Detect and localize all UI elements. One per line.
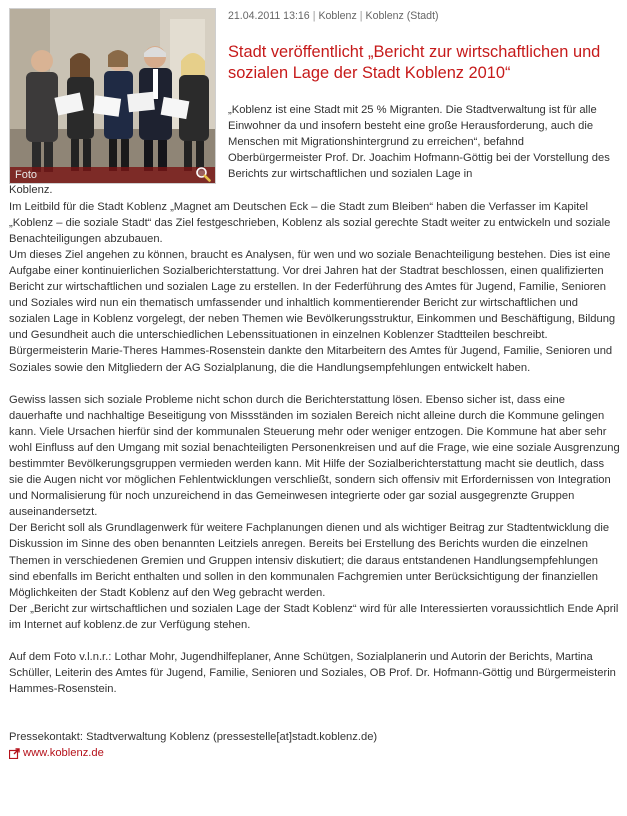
paragraph-spacer [9,633,620,649]
article-body [9,102,620,764]
category-label: Koblenz [318,10,357,22]
photo-caption: Foto [15,169,38,181]
meta-separator: | [312,10,316,22]
koblenz-website-link[interactable] [9,745,104,761]
paragraph-spacer [9,697,620,713]
paragraph: Im Leitbild für die Stadt Koblenz „Magnet am Deutschen Eck – die Stadt zum Bleiben“ haben die Verfasser im Kapitel „Koblenz – die soziale Stadt“ das Ziel festgeschrieben, Koblenz als sozial gerechte Stadt weiter zu entwickeln und soziale Benachteiligungen abzubauen. [9,200,611,245]
paragraph-spacer [9,713,620,729]
lead-paragraph: „Koblenz ist eine Stadt mit 25 % Migranten. Die Stadtverwaltung ist für alle Einwohner da und insofern besteht eine große Herausforderung, auch die Menschen mit Migrationshintergrund zu erreichen“, befahnd Oberbürgermeister Prof. Dr. Joachim Hofmann-Göttig bei der Vorstellung des Berichts zur wirtschaftlichen und sozialen Lage in [228,104,610,181]
paragraph: Um dieses Ziel angehen zu können, braucht es Analysen, für wen und wo soziale Benachteiligung bestehen. Dies ist eine Aufgabe einer kontinuierlichen Sozialberichterstattung. Vor drei Jahren hat der Stadtrat beschlossen, einen qualifizierten Bericht zur wirtschaftlichen und sozialen Lage zu erstellen. In der Federführung des Amtes für Jugend, Familie, Senioren und Soziales wird nun ein thematisch umfassender und inhaltlich kommentierender Bericht zur wirtschaftlichen und sozialen Lage in Koblenz vorgelegt, der neben Themen wie Bevölkerungsstruktur, Einkommen und Beschäftigung, Bildung und Gesundheit auch die unterschiedlichen Lebenssituationen in einzelnen Koblenzer Stadtteilen beschreibt. Bürgermeisterin Marie-Theres Hammes-Rosenstein dankte den Mitarbeitern des Amtes für Jugend, Familie, Senioren und Soziales sowie den Mitgliedern der AG Sozialplanung, die die Handlungsempfehlungen entwickelt haben. [9,248,616,374]
external-link-icon [9,748,20,759]
meta-separator: | [359,10,363,22]
paragraph: Koblenz. [9,184,53,197]
paragraph: Der Bericht soll als Grundlagenwerk für weitere Fachplanungen dienen und als wichtiger Beitrag zur Stadtentwicklung die Diskussion im Sinne des oben benannten Leitziels anregen. Bereits bei Erstellung des Berichts wurden die einzelnen Themen in verschiedenen Gremien und Gruppen intensiv diskutiert; die daraus entstandenen Handlungsempfehlungen sind ebenfalls im Bericht enthalten und sollen in den kommunalen Fachgremien unter Berücksichtigung der finanziellen Möglichkeiten der Stadt Koblenz auf den Weg gebracht werden. [9,522,610,599]
link-label[interactable]: www.koblenz.de [23,747,104,760]
paragraph: Der „Bericht zur wirtschaftlichen und sozialen Lage der Stadt Koblenz“ wird für alle Interessierten voraussichtlich Ende April im Internet auf koblenz.de zur Verfügung stehen. [9,602,619,631]
subcategory-label: Koblenz (Stadt) [365,10,439,22]
photo-credits-paragraph: Auf dem Foto v.l.n.r.: Lothar Mohr, Jugendhilfeplaner, Anne Schütgen, Sozialplanerin und Autorin der Berichts, Martina Schüller, Leiterin des Amtes für Jugend, Familie, Senioren und Soziales, OB Prof. Dr. Hofmann-Göttig und Bürgermeisterin Hammes-Rosenstein. [9,651,616,696]
paragraph-spacer [9,376,620,392]
article-headline: Stadt veröffentlicht „Bericht zur wirtschaftlichen und sozialen Lage der Stadt Koblenz 2010“ [228,43,601,82]
press-contact: Pressekontakt: Stadtverwaltung Koblenz (pressestelle[at]stadt.koblenz.de) [9,731,378,744]
publish-datetime: 21.04.2011 13:16 [228,10,310,22]
paragraph: Gewiss lassen sich soziale Probleme nicht schon durch die Berichterstattung lösen. Ebenso sicher ist, dass eine dauerhafte und nachhaltige Beseitigung von Missständen im sozialen Bereich nicht alleine durch die Kommune gelingen kann. Viele Ursachen hierfür sind der kommunalen Steuerung mehr oder weniger entzogen. Die Kommune hat aber sehr wohl Einfluss auf den Umgang mit sozial benachteiligten Personenkreisen und auf die Frage, wie eine soziale Ausgrenzung bestimmter Bevölkerungsgruppen vermieden werden kann. Mit Hilfe der Sozialberichterstattung macht sie deutlich, dass sie die Augen nicht vor möglichen Fehlentwicklungen verschließt, sondern sich offensiv mit Erfordernissen von Integration und Normalisierung für noch unzureichend in das Gemeinwesen integrierte oder gar sozial ausgegrenzte Gruppen auseinandersetzt. [9,393,620,519]
article-meta [228,9,439,23]
